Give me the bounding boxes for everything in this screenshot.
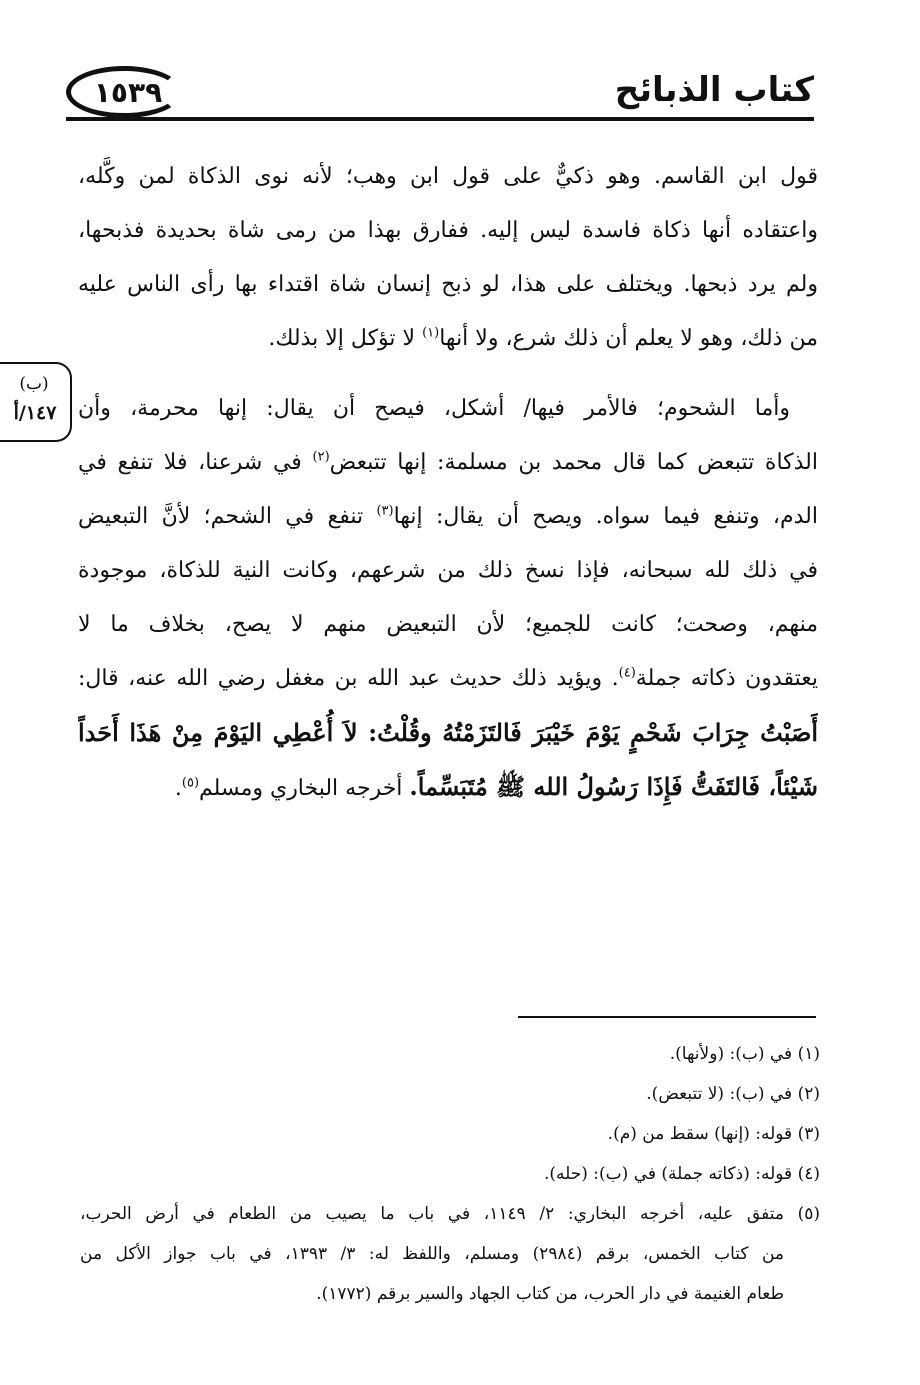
footnotes	[80, 1034, 820, 1314]
hadith-text: شَيْئاً، فَالتَفَتُّ فَإِذَا رَسُولُ الله ﷺ مُتَبَسِّماً.	[409, 772, 818, 801]
footnote-ref: (٥)	[181, 775, 200, 791]
text-line: يعتقدون ذكاته جملة$^{(٤)}$. ويؤيد ذلك حديث عبد الله بن مغفل رضي الله عنه، قال:	[78, 665, 818, 691]
footnote-ref: (٣)	[376, 503, 394, 519]
footnote-ref: (٢)	[312, 449, 330, 465]
book-title: كتاب الذبائح	[614, 70, 814, 110]
footnote-continuation: من كتاب الخمس، برقم (٢٩٨٤) ومسلم، واللفظ له: ٣/ ١٣٩٣، في باب جواز الأكل من	[80, 1244, 785, 1264]
main-text	[78, 150, 818, 814]
footnote-ref: (٤)	[618, 665, 636, 681]
margin-note-manuscript: (ب)	[19, 374, 49, 394]
page-number: ١٥٣٩	[93, 76, 163, 109]
footnote: (٤) قوله: (ذكاته جملة) في (ب): (حله).	[543, 1164, 820, 1184]
footnote-separator	[518, 1016, 816, 1018]
text-line: منهم، وصحت؛ كانت للجميع؛ لأن التبعيض منهم لا يصح، بخلاف ما لا	[78, 612, 818, 637]
header-rule	[66, 117, 814, 121]
margin-note-folio: ١٤٧/أ	[13, 402, 57, 424]
text-line: وأما الشحوم؛ فالأمر فيها/ أشكل، فيصح أن يقال: إنها محرمة، وأن	[78, 396, 790, 421]
text-line: الذكاة تتبعض كما قال محمد بن مسلمة: إنها تتبعض$^{(٢)}$ في شرعنا، فلا تنفع في	[78, 449, 818, 475]
hadith-text: أَصَبْتُ جِرَابَ شَحْمٍ يَوْمَ خَيْبَرَ فَالتَزَمْتُهُ وقُلْتُ: لاَ أُعْطِي اليَوْمَ مِنْ هَذَا أَحَداً	[78, 718, 818, 747]
footnote: (٣) قوله: (إنها) سقط من (م).	[607, 1124, 820, 1144]
footnote-ref: (١)	[422, 325, 440, 341]
footnote: (٥) متفق عليه، أخرجه البخاري: ٢/ ١١٤٩، في باب ما يصيب من الطعام في أرض الحرب،	[80, 1204, 820, 1224]
text-line: من ذلك، وهو لا يعلم أن ذلك شرع، ولا أنها$^{(١)}$ لا تؤكل إلا بذلك.	[268, 325, 818, 351]
text-line: في ذلك لله سبحانه، فإذا نسخ ذلك من شرعهم، وكانت النية للذكاة، موجودة	[78, 558, 818, 583]
text-line: شَيْئاً، فَالتَفَتُّ فَإِذَا رَسُولُ الله ﷺ مُتَبَسِّماً. أخرجه البخاري ومسلم$^{(٥)}$.	[174, 772, 818, 801]
text-line: واعتقاده أنها ذكاة فاسدة ليس إليه. ففارق بهذا من رمى شاة بحديدة فذبحها،	[78, 218, 818, 243]
footnote: (١) في (ب): (ولأنها).	[669, 1044, 820, 1064]
text-line: الدم، وتنفع فيما سواه. ويصح أن يقال: إنها$^{(٣)}$ تنفع في الشحم؛ لأنَّ التبعيض	[78, 503, 818, 529]
text-line: ولم يرد ذبحها. ويختلف على هذا، لو ذبح إنسان شاة اقتداء بها رأى الناس عليه	[78, 272, 818, 297]
footnote-continuation: طعام الغنيمة في دار الحرب، من كتاب الجهاد والسير برقم (١٧٧٢).	[316, 1284, 784, 1304]
footnote: (٢) في (ب): (لا تتبعض).	[646, 1084, 820, 1104]
text-line: قول ابن القاسم. وهو ذكيٌّ على قول ابن وهب؛ لأنه نوى الذكاة لمن وكَّله،	[78, 164, 818, 189]
